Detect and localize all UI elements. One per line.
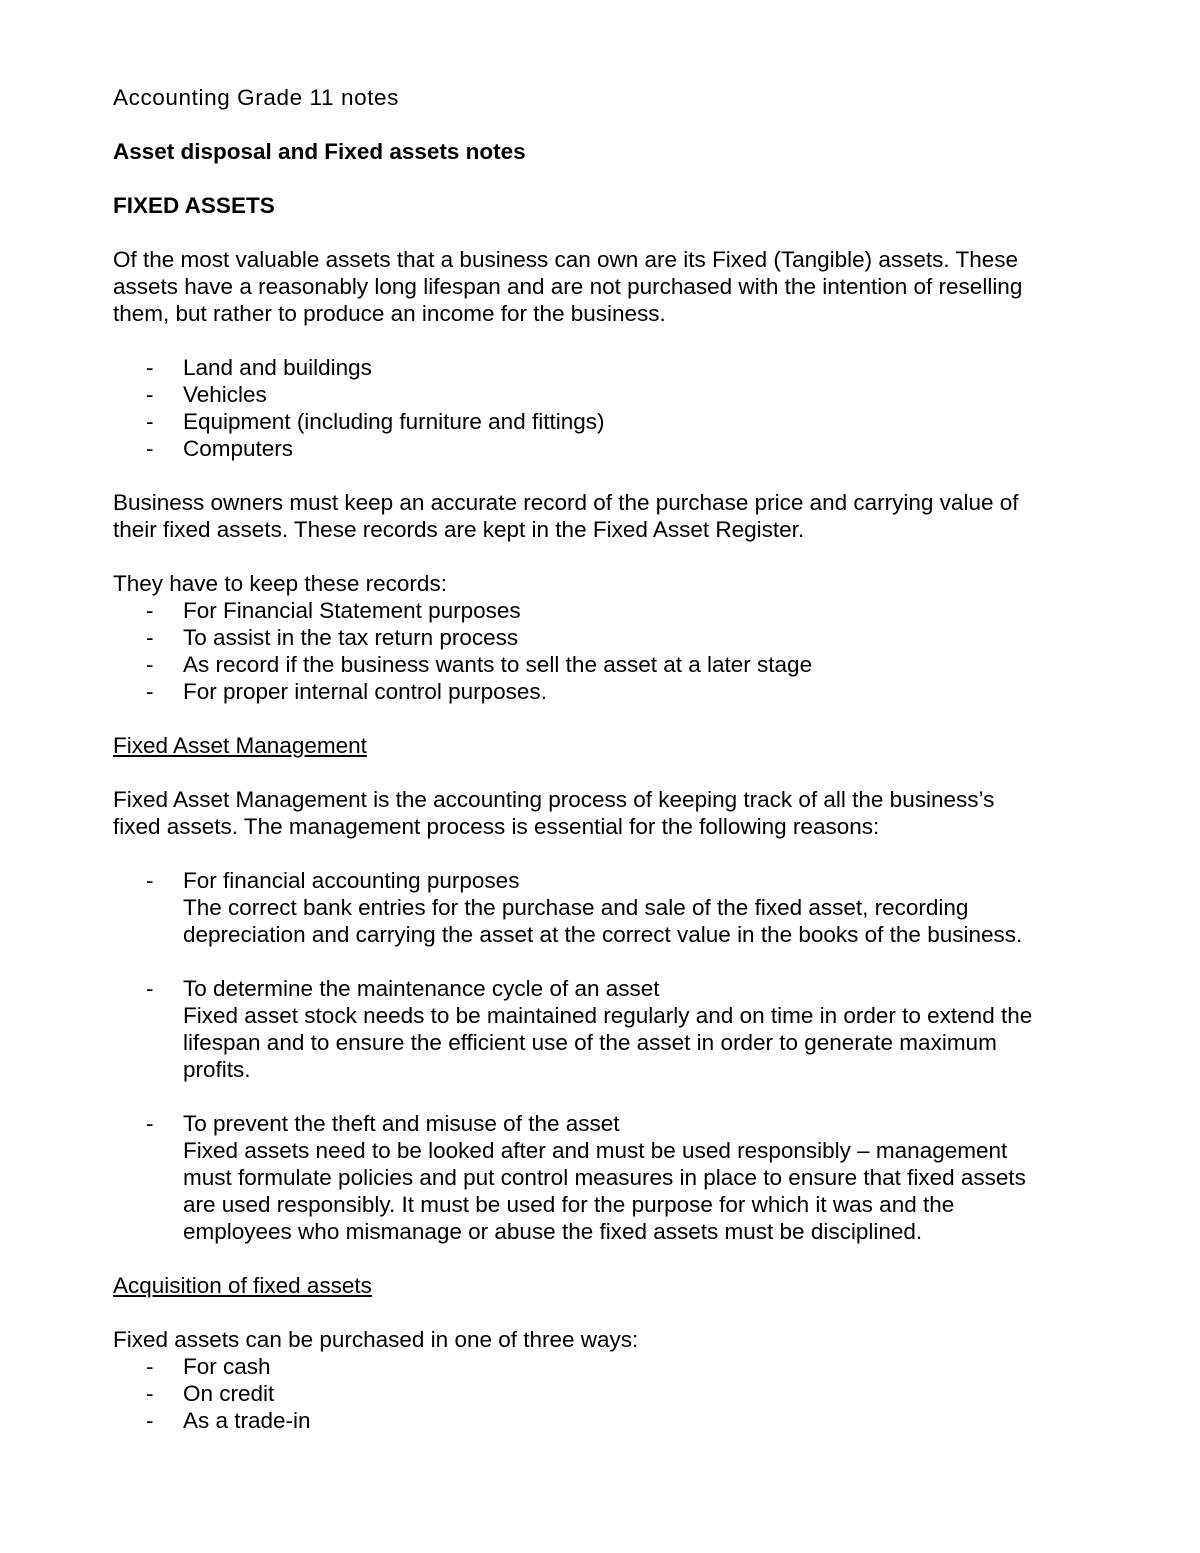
bullet-dash: -	[146, 652, 154, 677]
bullet-dash: -	[146, 598, 154, 623]
records-paragraph	[113, 489, 1093, 543]
reason-line: Fixed assets need to be looked after and must be used responsibly – management	[183, 1138, 1008, 1163]
bullet-dash: -	[146, 868, 154, 893]
list-item: - For Financial Statement purposes	[146, 598, 521, 623]
bullet-dash: -	[146, 382, 154, 407]
list-item: - To assist in the tax return process	[146, 625, 519, 650]
list-item	[113, 1110, 1093, 1245]
list-item: - On credit	[146, 1381, 275, 1406]
list-item: - For proper internal control purposes.	[146, 679, 547, 704]
records-reasons-list	[113, 597, 1093, 705]
reason-line: are used responsibly. It must be used for the purpose for which it was and the	[183, 1192, 955, 1217]
acquisition-heading: Acquisition of fixed assets	[113, 1273, 372, 1298]
reason-title: For financial accounting purposes	[183, 868, 520, 893]
reason-line: must formulate policies and put control measures in place to ensure that fixed assets	[183, 1165, 1026, 1190]
bullet-dash: -	[146, 355, 154, 380]
reason-line: employees who mismanage or abuse the fixed assets must be disciplined.	[183, 1219, 923, 1244]
list-item: - As a trade-in	[146, 1408, 311, 1433]
management-heading: Fixed Asset Management	[113, 733, 367, 758]
list-item: - Equipment (including furniture and fittings)	[146, 409, 605, 434]
bullet-dash: -	[146, 1354, 154, 1379]
bullet-dash: -	[146, 1381, 154, 1406]
bullet-dash: -	[146, 625, 154, 650]
bullet-dash: -	[146, 976, 154, 1001]
reason-title: To determine the maintenance cycle of an asset	[183, 976, 660, 1001]
list-item	[113, 867, 1093, 948]
list-item: - For cash	[146, 1354, 271, 1379]
intro-line: them, but rather to produce an income for the business.	[113, 301, 666, 326]
management-line: fixed assets. The management process is essential for the following reasons:	[113, 814, 880, 839]
document-subtitle: Asset disposal and Fixed assets notes	[113, 139, 526, 164]
asset-types-list	[113, 354, 1093, 462]
records-line: their fixed assets. These records are kept in the Fixed Asset Register.	[113, 517, 805, 542]
list-item	[113, 975, 1093, 1083]
intro-line: Of the most valuable assets that a business can own are its Fixed (Tangible) assets. These	[113, 247, 1019, 272]
reason-line: lifespan and to ensure the efficient use of the asset in order to generate maximum	[183, 1030, 997, 1055]
intro-paragraph	[113, 246, 1093, 327]
list-item: - Computers	[146, 436, 294, 461]
management-line: Fixed Asset Management is the accounting process of keeping track of all the business’s	[113, 787, 995, 812]
list-item: - Land and buildings	[146, 355, 372, 380]
reason-line: Fixed asset stock needs to be maintained regularly and on time in order to extend the	[183, 1003, 1033, 1028]
records-line: Business owners must keep an accurate record of the purchase price and carrying value of	[113, 490, 1019, 515]
bullet-dash: -	[146, 409, 154, 434]
list-item: - Vehicles	[146, 382, 267, 407]
bullet-dash: -	[146, 1111, 154, 1136]
bullet-dash: -	[146, 679, 154, 704]
management-reasons-list	[113, 867, 1093, 1245]
section-heading-fixed-assets: FIXED ASSETS	[113, 193, 275, 218]
records-reasons-intro: They have to keep these records:	[113, 571, 447, 596]
intro-line: assets have a reasonably long lifespan and are not purchased with the intention of reselling	[113, 274, 1023, 299]
document-title: Accounting Grade 11 notes	[113, 85, 400, 110]
bullet-dash: -	[146, 1408, 154, 1433]
list-item: - As record if the business wants to sell the asset at a later stage	[146, 652, 813, 677]
reason-line: profits.	[183, 1057, 251, 1082]
document-page	[113, 84, 1093, 1434]
reason-title: To prevent the theft and misuse of the asset	[183, 1111, 620, 1136]
acquisition-methods-list	[113, 1353, 1093, 1434]
reason-line: The correct bank entries for the purchase and sale of the fixed asset, recording	[183, 895, 969, 920]
management-paragraph	[113, 786, 1093, 840]
acquisition-intro: Fixed assets can be purchased in one of three ways:	[113, 1327, 639, 1352]
bullet-dash: -	[146, 436, 154, 461]
reason-line: depreciation and carrying the asset at the correct value in the books of the business.	[183, 922, 1023, 947]
